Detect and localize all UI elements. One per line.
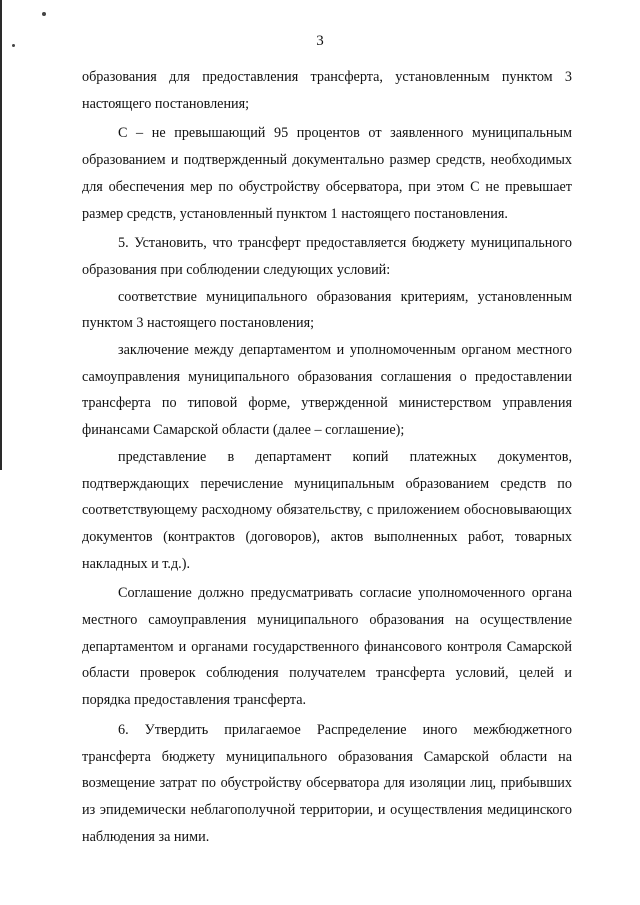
paragraph-agreement-consent: Соглашение должно предусматривать согласие уполномоченного органа местного самоуправления муниципального образования на осуществление департаментом и органами государственного финансового контроля Самарской области проверок соблюдения получателем трансферта условий, целей и порядка предоставления трансферта.	[82, 585, 572, 709]
paragraph-condition-agreement: заключение между департаментом и уполномоченным органом местного самоуправления муниципального образования соглашения о предоставлении трансферта по типовой форме, утвержденной министерством управления финансами Самарской области (далее – соглашение);	[82, 342, 572, 439]
paragraph-item-5: 5. Установить, что трансферт предоставляется бюджету муниципального образования при соблюдении следующих условий:	[82, 235, 572, 278]
page-number: 3	[316, 33, 324, 49]
scan-dot	[42, 12, 46, 16]
paragraph-continuation: образования для предоставления трансферта, установленным пунктом 3 настоящего постановления;	[82, 69, 572, 112]
scan-edge-line	[0, 0, 2, 470]
paragraph-condition-documents: представление в департамент копий платежных документов, подтверждающих перечисление муниципальным образованием средств по соответствующему расходному обязательству, с приложением обосновывающих документов (контрактов (договоров), актов выполненных работ, товарных накладных и т.д.).	[82, 448, 572, 572]
document-body	[82, 64, 572, 850]
paragraph-formula-c: С – не превышающий 95 процентов от заявленного муниципальным образованием и подтвержденный документально размер средств, необходимых для обеспечения мер по обустройству обсерватора, при этом С не превышает размер средств, установленный пунктом 1 настоящего постановления.	[82, 125, 572, 222]
paragraph-condition-criteria: соответствие муниципального образования критериям, установленным пунктом 3 настоящего постановления;	[82, 288, 572, 332]
paragraph-item-6: 6. Утвердить прилагаемое Распределение иного межбюджетного трансферта бюджету муниципального образования Самарской области на возмещение затрат по обустройству обсерватора для изоляции лиц, прибывших из эпидемически неблагополучной территории, и осуществления медицинского наблюдения за ними.	[82, 721, 572, 845]
